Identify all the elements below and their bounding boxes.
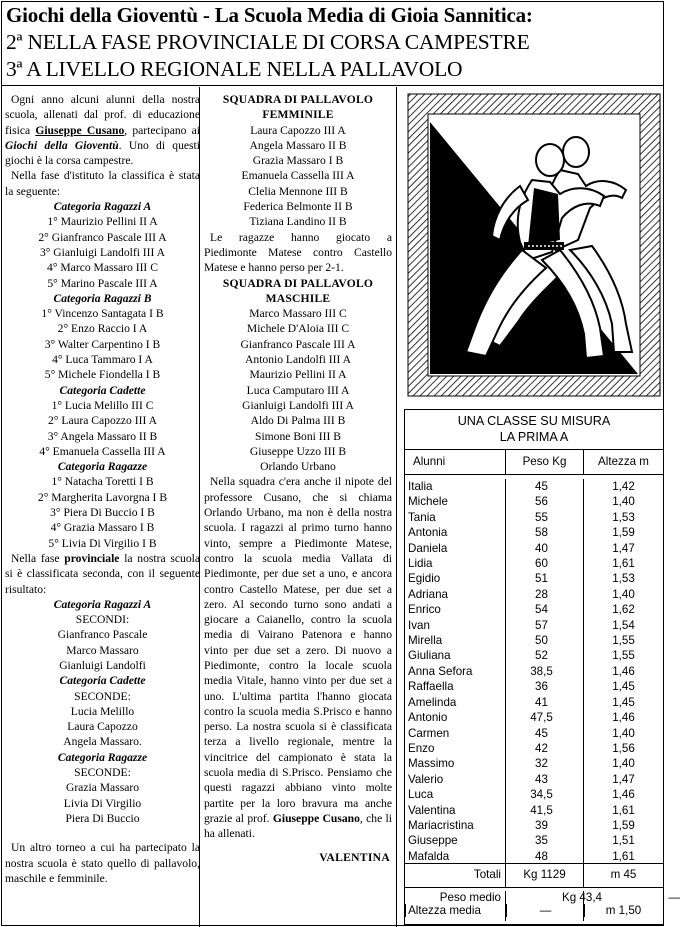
- student-weight: 55: [535, 510, 548, 524]
- student-name: Giuseppe: [408, 834, 458, 848]
- list-item: 3° Angela Massaro II B: [47, 429, 158, 443]
- student-weight: 41,5: [530, 803, 553, 817]
- male-team-text-1: Nella squadra c'era anche il nipote del professore Cusano, che si chiama Orlando Urbano, ma non è della nostra scuola. I ragazzi al primo turno hanno vinto, sempre a Piedimonte Matese, contro la scuola media Vallata di Piedimonte, per due set a uno, e ancora contro Castello Matese, per due set a zero. Al secondo turno sono andati a giocare a Caianello, contro la scuola media di Vairano Patenora e hanno vinto per due set a zero. Di nuovo a Piedimonte, contro la locale scuola media Vitale, hanno vinto per due set a uno. L'ultima partita l'hanno giocata contro la scuola media S.Prisco e hanno perso. La nostra scuola si è classificata terza a livello regionale, mentre la vincitrice del campionato è stata la scuola media di S.Prisco. Pensiamo che questi ragazzi abbiano vinto molte partite per la loro bravura ma anche grazie al prof.: [204, 475, 392, 825]
- list-item: Grazia Massaro I B: [252, 154, 344, 168]
- institute-phase-paragraph: Nella fase d'istituto la classifica è stata la seguente:: [5, 169, 200, 198]
- list-item: 4° Emanuela Cassella III A: [39, 444, 166, 458]
- student-height: 1,46: [612, 711, 635, 725]
- female-team-paragraph: Le ragazze hanno giocato a Piedimonte Matese contro Castello Matese e hanno perso per 2-1.: [204, 230, 392, 275]
- result-list: [5, 612, 200, 673]
- ranking-list: [5, 214, 200, 290]
- student-height: 1,40: [612, 587, 635, 601]
- list-item: Gianfranco Pascale: [57, 628, 148, 642]
- list-item: 3° Gianluigi Landolfi III A: [39, 245, 166, 259]
- student-weight: 51: [535, 572, 548, 586]
- student-height: 1,46: [612, 664, 635, 678]
- average-height-label: Altezza media: [405, 904, 483, 917]
- student-name: Antonia: [408, 526, 448, 540]
- table-title-line-1: UNA CLASSE SU MISURA: [457, 414, 611, 428]
- list-item: 2° Margherita Lavorgna I B: [37, 490, 168, 504]
- student-weight: 45: [535, 480, 548, 493]
- averages-labels: [405, 891, 505, 921]
- list-item: Piera Di Buccio: [65, 811, 140, 825]
- male-team-text-2: , che li ha allenati.: [204, 811, 392, 841]
- column-2: [204, 92, 392, 865]
- student-weight: 47,5: [530, 711, 553, 725]
- intro-games-name: Giochi della Gioventù: [5, 138, 119, 152]
- ranking-list: [5, 474, 200, 550]
- student-weight: 60: [535, 557, 548, 571]
- student-weight: 56: [535, 495, 548, 509]
- class-measure-table: [404, 409, 680, 925]
- student-name: Raffaella: [408, 680, 454, 694]
- ranking-list: [5, 306, 200, 382]
- student-weight: 45: [535, 726, 548, 740]
- student-name: Carmen: [408, 726, 450, 740]
- category-heading: Categoria Ragazzi A: [53, 200, 152, 214]
- student-weight: 42: [535, 741, 548, 755]
- student-name: Mafalda: [408, 849, 450, 863]
- student-height: 1,47: [612, 772, 635, 786]
- list-item: 2° Laura Capozzo III A: [48, 414, 157, 428]
- section-heading: SQUADRA DI PALLAVOLO FEMMINILE: [222, 93, 374, 122]
- average-height-value: m 1,50: [584, 904, 662, 917]
- provincial-text-1: Nella fase: [11, 551, 65, 565]
- team-list: [204, 123, 392, 230]
- provincial-bold: provinciale: [64, 551, 120, 565]
- intro-teacher-name: Giuseppe Cusano: [35, 123, 125, 137]
- category-heading: Categoria Ragazzi B: [53, 291, 152, 305]
- student-height: 1,55: [612, 634, 635, 648]
- category-heading: Categoria Cadette: [59, 674, 146, 688]
- headline-line-2: 2ª NELLA FASE PROVINCIALE DI CORSA CAMPESTRE: [6, 30, 530, 54]
- list-item: Clelia Mennone III B: [248, 184, 348, 198]
- averages-heights: [583, 891, 684, 921]
- result-label: SECONDE:: [74, 766, 131, 780]
- headline-line-3: 3ª A LIVELLO REGIONALE NELLA PALLAVOLO: [6, 57, 463, 81]
- list-item: 4° Luca Tammaro I A: [52, 353, 153, 367]
- totals-label: Totali: [473, 868, 501, 881]
- ranking-list: [5, 398, 200, 459]
- average-weight-value: Kg 43,4: [562, 891, 602, 904]
- list-item: 1° Natacha Toretti I B: [51, 475, 154, 489]
- student-name: Egidio: [408, 572, 441, 586]
- student-name: Adriana: [408, 587, 448, 601]
- student-name: Tania: [408, 510, 436, 524]
- outro-paragraph: Un altro torneo a cui ha partecipato la nostra scuola è stato quello di pallavolo, maschile e femminile.: [5, 841, 200, 885]
- student-name: Valerio: [408, 772, 444, 786]
- student-height: 1,54: [612, 618, 635, 632]
- list-item: Antonio Landolfi III A: [245, 353, 351, 367]
- list-item: 5° Livia Di Virgilio I B: [48, 536, 157, 550]
- section-heading: SQUADRA DI PALLAVOLO MASCHILE: [222, 276, 374, 305]
- table-header-row: [405, 450, 663, 475]
- intro-text-3: . Uno di questi giochi è la corsa campestre.: [5, 138, 200, 168]
- list-item: Tiziana Landino II B: [249, 215, 347, 229]
- list-item: Gianluigi Landolfi III A: [242, 398, 354, 412]
- list-item: 2° Enzo Raccio I A: [57, 322, 148, 336]
- student-height: 1,55: [612, 649, 635, 663]
- list-item: Maurizio Pellini II A: [249, 368, 347, 382]
- student-height: 1,59: [612, 526, 635, 540]
- list-item: Giuseppe Uzzo III B: [249, 444, 347, 458]
- list-item: Angela Massaro.: [63, 735, 142, 749]
- student-weight: 36: [535, 680, 548, 694]
- student-name: Enrico: [408, 603, 441, 617]
- list-item: 4° Marco Massaro III C: [47, 261, 158, 275]
- intro-text-1: Ogni anno alcuni alunni della nostra scuola, allenati dal prof. di educazione fisica: [5, 93, 200, 137]
- totals-weight: Kg 1129: [505, 864, 583, 887]
- list-item: Gianfranco Pascale III A: [240, 337, 356, 351]
- student-height: 1,53: [612, 572, 635, 586]
- list-item: Federica Belmonte II B: [243, 200, 353, 214]
- student-height: 1,62: [612, 603, 635, 617]
- student-height: 1,42: [612, 480, 635, 493]
- list-item: 2° Gianfranco Pascale III A: [38, 230, 167, 244]
- student-name: Lidia: [408, 557, 433, 571]
- list-item: 1° Maurizio Pellini II A: [47, 215, 158, 229]
- student-weight: 57: [535, 618, 548, 632]
- list-item: Emanuela Cassella III A: [241, 169, 355, 183]
- male-team-paragraph: [204, 474, 392, 841]
- student-height: 1,51: [612, 834, 635, 848]
- average-weight-empty: —: [506, 904, 584, 917]
- names-column: [405, 479, 505, 863]
- result-list: [5, 765, 200, 826]
- team-list: [204, 306, 392, 474]
- student-name: Mirella: [408, 634, 443, 648]
- student-name: Enzo: [408, 741, 435, 755]
- student-name: Luca: [408, 788, 434, 802]
- student-weight: 52: [535, 649, 548, 663]
- student-height: 1,46: [612, 788, 635, 802]
- student-name: Amelinda: [408, 695, 457, 709]
- student-height: 1,53: [612, 510, 635, 524]
- list-item: Marco Massaro: [66, 643, 139, 657]
- student-weight: 48: [535, 849, 548, 863]
- male-team-teacher-name: Giuseppe Cusano: [272, 811, 360, 825]
- student-height: 1,59: [612, 818, 635, 832]
- student-weight: 38,5: [530, 664, 553, 678]
- student-height: 1,45: [612, 680, 635, 694]
- student-weight: 32: [535, 757, 548, 771]
- list-item: Michele D'Aloia III C: [246, 322, 350, 336]
- intro-paragraph: [5, 92, 200, 168]
- list-item: Marco Massaro III C: [249, 307, 347, 321]
- list-item: Aldo Di Palma III B: [250, 414, 346, 428]
- provincial-text-2: la nostra scuola si è classificata seconda, con il seguente risultato:: [5, 551, 200, 596]
- table-title-line-2: LA PRIMA A: [499, 430, 569, 444]
- student-weight: 43: [535, 772, 548, 786]
- provincial-paragraph: [5, 551, 200, 597]
- student-weight: 28: [535, 587, 548, 601]
- list-item: 4° Grazia Massaro I B: [50, 521, 155, 535]
- list-item: 3° Walter Carpentino I B: [44, 337, 161, 351]
- student-name: Daniela: [408, 541, 448, 555]
- student-name: Valentina: [408, 803, 456, 817]
- list-item: Angela Massaro II B: [249, 138, 347, 152]
- headline-line-1: Giochi della Gioventù - La Scuola Media di Gioia Sannitica:: [6, 3, 533, 27]
- result-list: [5, 689, 200, 750]
- student-height: 1,47: [612, 541, 635, 555]
- list-item: Simone Boni III B: [255, 429, 341, 443]
- list-item: Laura Capozzo III A: [250, 123, 346, 137]
- student-height: 1,61: [612, 557, 635, 571]
- average-weight-label: Peso medio: [439, 891, 501, 904]
- list-item: Lucia Melillo: [70, 704, 135, 718]
- student-name: Italia: [408, 480, 433, 493]
- article-header: [2, 2, 663, 86]
- result-label: SECONDI:: [75, 613, 130, 627]
- student-name: Massimo: [408, 757, 455, 771]
- list-item: Livia Di Virgilio: [63, 796, 142, 810]
- average-height-empty: —: [668, 891, 680, 904]
- list-item: 3° Piera Di Buccio I B: [50, 506, 155, 520]
- totals-height: m 45: [583, 864, 663, 887]
- student-weight: 54: [535, 603, 548, 617]
- student-name: Anna Sefora: [408, 664, 473, 678]
- student-height: 1,45: [612, 695, 635, 709]
- list-item: Grazia Massaro: [65, 781, 140, 795]
- student-name: Ivan: [408, 618, 430, 632]
- averages-row: [405, 888, 680, 921]
- runners-illustration-icon: [400, 90, 663, 400]
- student-height: 1,61: [612, 803, 635, 817]
- list-item: 1° Lucia Melillo III C: [51, 398, 154, 412]
- student-weight: 41: [535, 695, 548, 709]
- student-weight: 35: [535, 834, 548, 848]
- column-header-height: Altezza m: [583, 450, 663, 474]
- list-item: 1° Vincenzo Santagata I B: [41, 307, 164, 321]
- list-item: Gianluigi Landolfi: [59, 658, 146, 672]
- student-weight: 50: [535, 634, 548, 648]
- column-divider-2: [396, 87, 397, 927]
- list-item: Luca Camputaro III A: [246, 383, 350, 397]
- weights-column: [505, 479, 583, 863]
- student-weight: 39: [535, 818, 548, 832]
- table-title: [405, 410, 663, 450]
- column-header-weight: Peso Kg: [505, 450, 583, 474]
- column-1: [5, 92, 200, 886]
- list-item: 5° Marino Pascale III A: [47, 276, 158, 290]
- intro-text-2: , partecipano ai: [124, 123, 200, 137]
- table-body: [405, 475, 663, 864]
- student-height: 1,40: [612, 726, 635, 740]
- student-weight: 58: [535, 526, 548, 540]
- student-weight: 40: [535, 541, 548, 555]
- category-heading: Categoria Ragazze: [57, 460, 148, 474]
- column-header-students: Alunni: [413, 455, 446, 468]
- category-heading: Categoria Ragazze: [57, 750, 148, 764]
- result-label: SECONDE:: [74, 689, 131, 703]
- averages-weights: [505, 891, 602, 921]
- student-height: 1,61: [612, 849, 635, 863]
- heights-column: [583, 479, 663, 863]
- student-name: Giuliana: [408, 649, 451, 663]
- student-weight: 34,5: [530, 788, 553, 802]
- student-height: 1,56: [612, 741, 635, 755]
- student-name: Michele: [408, 495, 448, 509]
- student-name: Mariacristina: [408, 818, 474, 832]
- category-heading: Categoria Ragazzi A: [53, 597, 152, 611]
- author-signature: VALENTINA: [319, 850, 390, 864]
- list-item: 5° Michele Fiondella I B: [44, 368, 161, 382]
- newspaper-page: [1, 1, 680, 926]
- student-height: 1,40: [612, 495, 635, 509]
- list-item: Laura Capozzo: [67, 720, 138, 734]
- student-name: Antonio: [408, 711, 448, 725]
- list-item: Orlando Urbano: [260, 460, 336, 474]
- student-height: 1,40: [612, 757, 635, 771]
- category-heading: Categoria Cadette: [59, 383, 146, 397]
- totals-row: [405, 864, 663, 888]
